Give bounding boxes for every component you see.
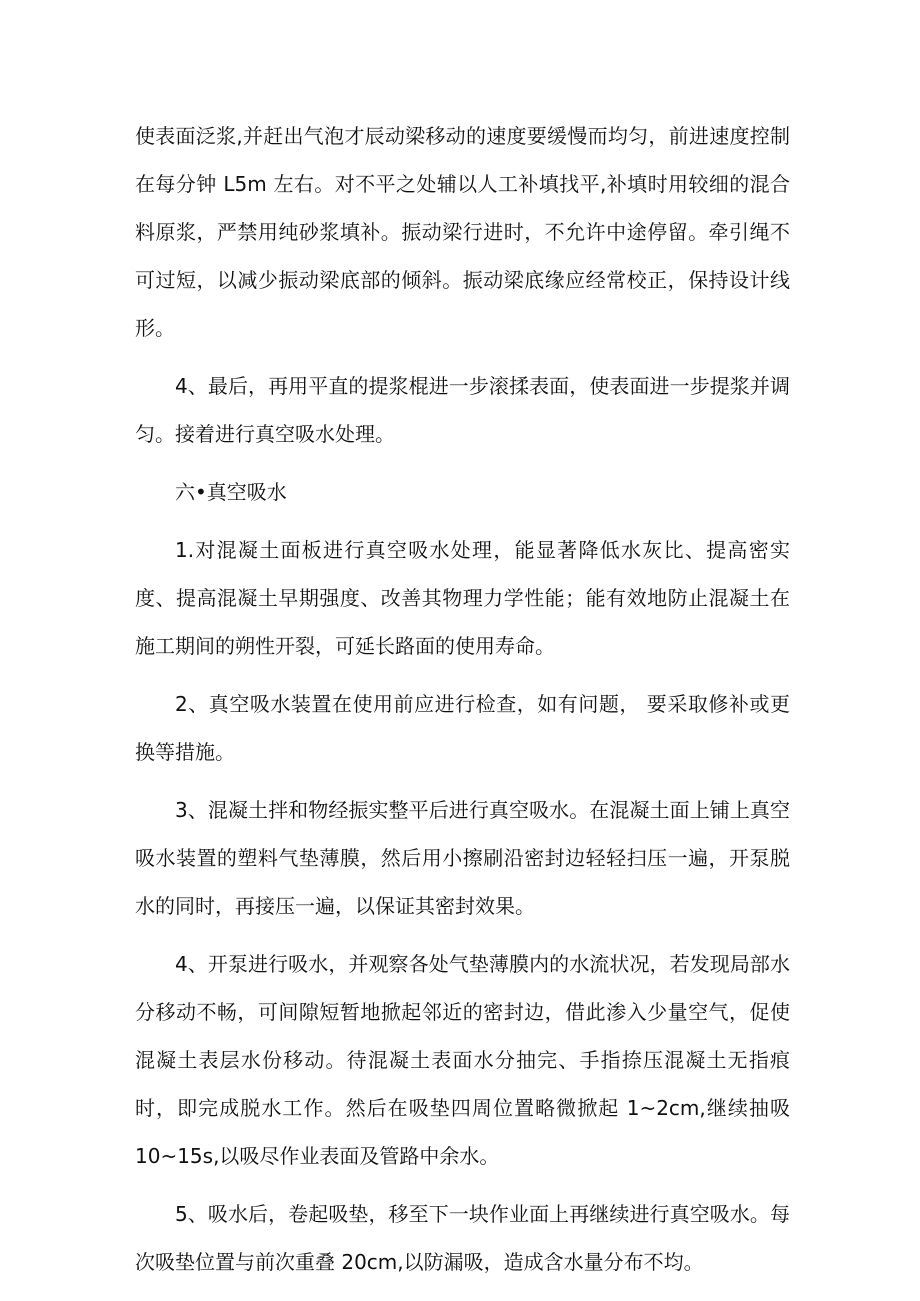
paragraph-item-4: 4、开泵进行吸水，并观察各处气垫薄膜内的水流状况，若发现局部水分移动不畅，可间隙短暂地掀起邻近的密封边，借此渗入少量空气，促使混凝土表层水份移动。待混凝土表面水分抽完、手指捺压混凝土无指痕时，即完成脱水工作。然后在吸垫四周位置略微掀起 1~2cm,继续抽吸 10~15s,以吸尽作业表面及管路中余水。	[135, 952, 790, 1168]
paragraph-item-5: 5、吸水后，卷起吸垫，移至下一块作业面上再继续进行真空吸水。每次吸垫位置与前次重叠 20cm,以防漏吸，造成含水量分布不均。	[135, 1202, 790, 1274]
paragraph-step-4-leveling: 4、最后，再用平直的提浆棍进一步滚揉表面，使表面进一步提浆并调匀。接着进行真空吸水处理。	[135, 374, 790, 446]
paragraph-item-1: 1.对混凝土面板进行真空吸水处理，能显著降低水灰比、提高密实度、提高混凝土早期强度、改善其物理力学性能；能有效地防止混凝土在施工期间的朔性开裂，可延长路面的使用寿命。	[135, 538, 790, 658]
section-heading-vacuum-dewatering: 六•真空吸水	[175, 480, 287, 504]
document-body	[135, 112, 790, 1296]
paragraph-continuation: 使表面泛浆,并赶出气泡才辰动梁移动的速度要缓慢而均匀，前进速度控制在每分钟 L5m 左右。对不平之处辅以人工补填找平,补填时用较细的混合料原浆，严禁用纯砂浆填补。振动梁行进时，不允许中途停留。牵引绳不可过短，以减少振动梁底部的倾斜。振动梁底缘应经常校正，保持设计线形。	[135, 124, 790, 340]
paragraph-item-3: 3、混凝土拌和物经振实整平后进行真空吸水。在混凝土面上铺上真空吸水装置的塑料气垫薄膜，然后用小擦刷沿密封边轻轻扫压一遍，开泵脱水的同时，再接压一遍，以保证其密封效果。	[135, 798, 790, 918]
paragraph-item-2: 2、真空吸水装置在使用前应进行检查，如有问题， 要采取修补或更换等措施。	[135, 692, 790, 764]
